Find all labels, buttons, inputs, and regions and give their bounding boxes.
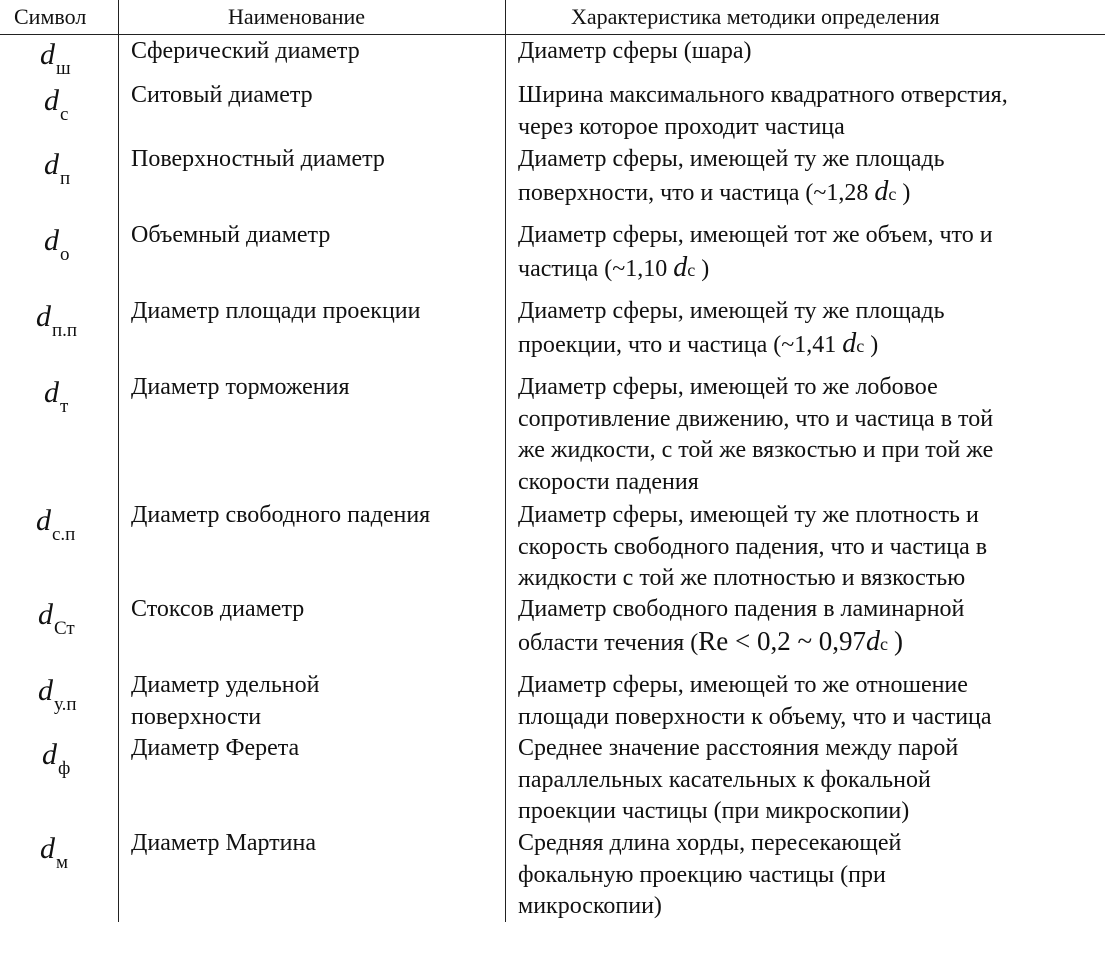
name-cell: Поверхностный диаметр [131,146,385,172]
symbol-d-o: $d_о$ [44,224,70,265]
symbol-d-st: $d_{Ст}$ [38,598,75,639]
method-cell: Диаметр сферы, имеющей ту же площадь поверхности, что и частица (~1,28 dс ) [518,146,945,207]
name-cell: Диаметр удельной поверхности [131,672,320,730]
name-cell: Диаметр свободного падения [131,502,431,528]
method-cell: Диаметр сферы, имеющей то же отношение площади поверхности к объему, что и частица [518,672,992,730]
method-cell: Диаметр свободного падения в ламинарной области течения (Re < 0,2 ~ 0,97dс ) [518,596,965,657]
header-symbol: Символ [14,4,87,29]
name-cell: Объемный диаметр [131,222,331,248]
method-cell: Диаметр сферы, имеющей ту же площадь проекции, что и частица (~1,41 dс ) [518,298,945,359]
symbol-d-pp: $d_{п.п}$ [36,300,78,341]
method-cell: Диаметр сферы, имеющей то же лобовое сопротивление движению, что и частица в той же жидкости, с той же вязкостью и при той же скорости падения [518,374,994,495]
name-cell: Диаметр Мартина [131,830,316,856]
method-cell: Диаметр сферы (шара) [518,38,752,64]
header-method: Характеристика методики определения [571,4,940,29]
table-header [0,0,1105,35]
name-cell: Диаметр торможения [131,374,350,400]
method-cell: Диаметр сферы, имеющей тот же объем, что и частица (~1,10 dс ) [518,222,993,283]
symbol-d-t: $d_т$ [44,376,69,417]
name-cell: Диаметр площади проекции [131,298,421,324]
name-cell: Ситовый диаметр [131,82,313,108]
column-divider-2 [505,0,506,922]
method-cell: Диаметр сферы, имеющей ту же плотность и скорость свободного падения, что и частица в жидкости с той же плотностью и вязкостью [518,502,988,591]
symbol-d-sh: $d_ш$ [40,38,71,79]
method-cell: Средняя длина хорды, пересекающей фокальную проекцию частицы (при микроскопии) [518,830,902,919]
symbol-d-f: $d_ф$ [42,738,71,779]
name-cell: Диаметр Ферета [131,735,300,761]
symbol-d-p: $d_п$ [44,148,71,189]
symbol-d-m: $d_м$ [40,832,69,873]
name-cell: Сферический диаметр [131,38,360,64]
header-name: Наименование [228,4,366,29]
method-cell: Среднее значение расстояния между парой параллельных касательных к фокальной проекции частицы (при микроскопии) [518,735,959,824]
symbol-d-s: $d_с$ [44,84,69,125]
symbol-d-up: $d_{у.п}$ [38,674,77,715]
column-divider-1 [118,0,119,922]
method-cell: Ширина максимального квадратного отверстия, через которое проходит частица [518,82,1008,140]
name-cell: Стоксов диаметр [131,596,305,622]
symbol-d-sp: $d_{с.п}$ [36,504,76,545]
